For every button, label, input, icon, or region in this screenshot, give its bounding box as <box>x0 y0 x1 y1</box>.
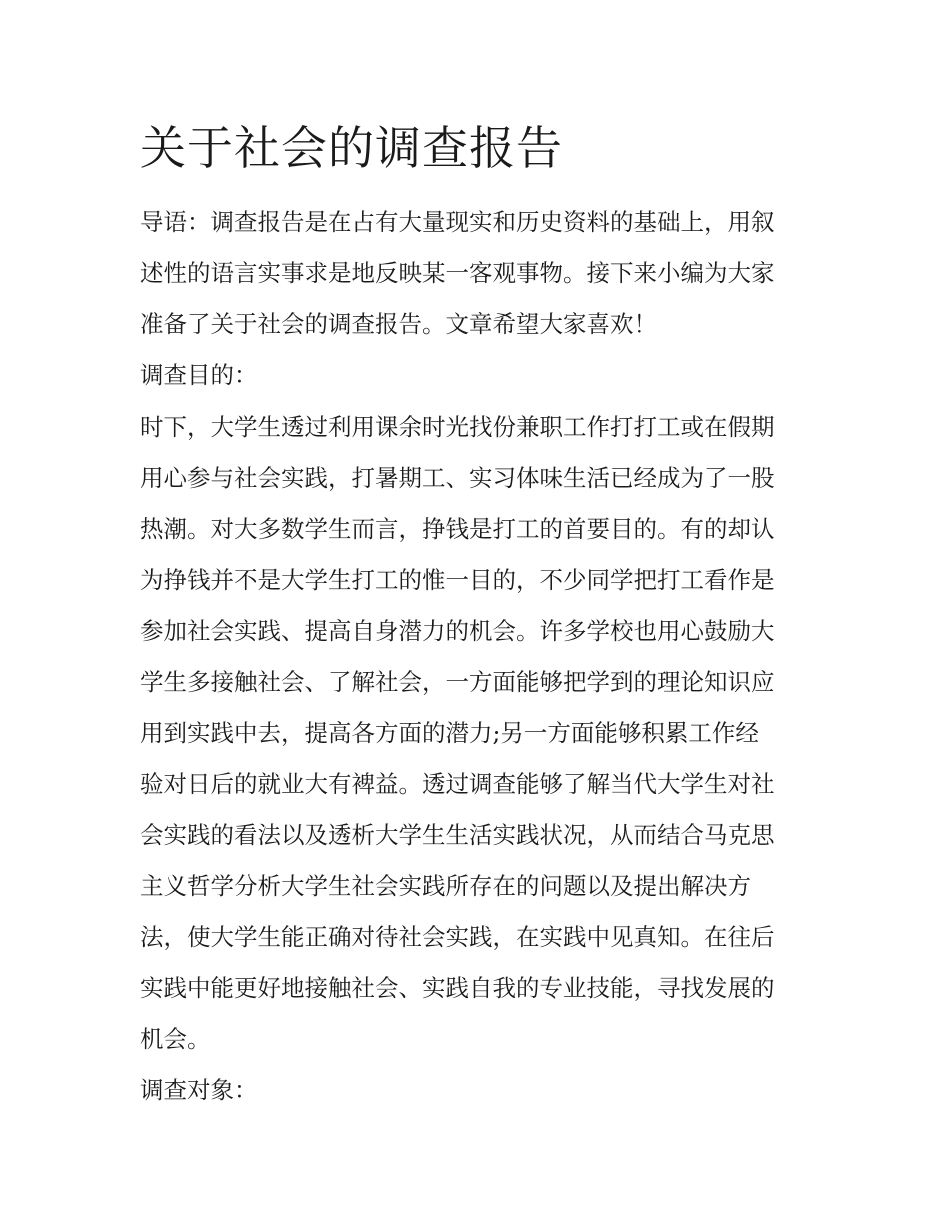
intro-line-1: 导语：调查报告是在占有大量现实和历史资料的基础上，用叙 <box>140 208 775 236</box>
body-line: 为挣钱并不是大学生打工的惟一目的，不少同学把打工看作是 <box>140 566 775 594</box>
body-line: 学生多接触社会、了解社会，一方面能够把学到的理论知识应 <box>140 668 775 696</box>
intro-line-3: 准备了关于社会的调查报告。文章希望大家喜欢！ <box>140 310 657 338</box>
body-line: 用心参与社会实践，打暑期工、实习体味生活已经成为了一股 <box>140 464 775 492</box>
document-title: 关于社会的调查报告 <box>140 121 563 175</box>
body-line: 实践中能更好地接触社会、实践自我的专业技能，寻找发展的 <box>140 974 775 1002</box>
body-line: 参加社会实践、提高自身潜力的机会。许多学校也用心鼓励大 <box>140 617 775 645</box>
section-heading-subjects: 调查对象： <box>140 1076 258 1104</box>
body-line: 热潮。对大多数学生而言，挣钱是打工的首要目的。有的却认 <box>140 515 775 543</box>
section-heading-purpose: 调查目的： <box>140 361 258 389</box>
body-line: 法，使大学生能正确对待社会实践，在实践中见真知。在往后 <box>140 923 775 951</box>
body-line: 用到实践中去，提高各方面的潜力;另一方面能够积累工作经 <box>140 719 759 747</box>
body-line: 机会。 <box>140 1025 211 1053</box>
body-line: 会实践的看法以及透析大学生生活实践状况，从而结合马克思 <box>140 821 775 849</box>
body-line: 验对日后的就业大有裨益。透过调查能够了解当代大学生对社 <box>140 770 775 798</box>
intro-line-2: 述性的语言实事求是地反映某一客观事物。接下来小编为大家 <box>140 259 775 287</box>
body-line: 主义哲学分析大学生社会实践所存在的问题以及提出解决方 <box>140 872 751 900</box>
body-line: 时下，大学生透过利用课余时光找份兼职工作打打工或在假期 <box>140 413 775 441</box>
